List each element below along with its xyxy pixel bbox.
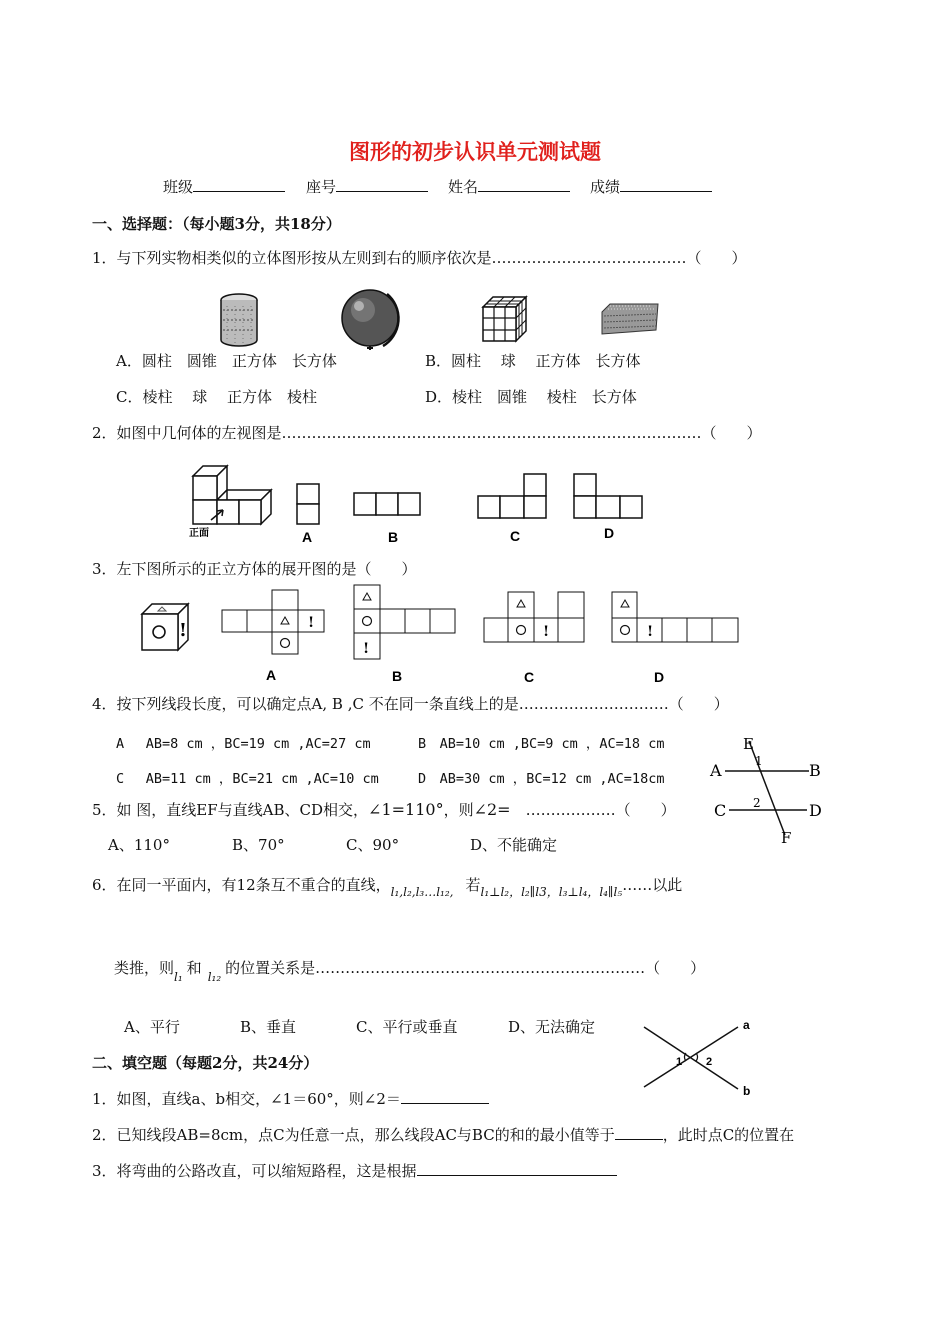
q6-option-d[interactable]: D、无法确定 [508,1018,596,1036]
q6-if: 若 [465,876,481,894]
score-field [590,176,712,197]
label-2: 2 [753,796,761,810]
q1-option-d[interactable]: D．棱柱 圆锥 棱柱 长方体 [425,388,637,406]
q2-option-c-figure[interactable] [476,472,551,547]
q1-option-c[interactable]: C．棱柱 球 正方体 棱柱 [116,388,318,406]
q6-lines: l₁,l₂,l₃…l₁₂, [390,885,454,899]
score-label: 成绩 [590,178,621,196]
q3-label-b: B [392,668,403,684]
q6-stem-text: 6．在同一平面内，有12条互不重合的直线， [92,876,391,894]
q4-option-a[interactable]: A AB=8 cm ，BC=19 cm ,AC=27 cm [116,736,371,752]
q1-stem: 1．与下列实物相类似的立体图形按从左则到右的顺序依次是…………………………………（ ） [92,249,747,267]
s2-q3 [92,1160,617,1181]
q2-label-b: B [388,529,399,545]
label-a: A [710,761,722,780]
q2-option-d-figure[interactable] [572,472,647,544]
q5-stem-mid: ，则 [443,801,474,819]
q3-option-b-net[interactable] [352,585,462,690]
q1-option-a[interactable]: A．圆柱 圆锥 正方体 长方体 [116,352,337,370]
q5-option-a[interactable]: A、110° [108,836,170,854]
cube-exclaim: ! [179,620,187,641]
q2-label-a: A [302,529,313,545]
q2-solid-figure [185,462,280,542]
net-d-exclaim: ! [647,624,654,640]
q4-stem: 4．按下列线段长度，可以确定点A, B ,C 不在同一条直线上的是…………………………（ ） [92,695,729,713]
q2-stem: 2．如图中几何体的左视图是…………………………………………………………………………（ ） [92,424,762,442]
q1-option-b[interactable]: B．圆柱 球 正方体 长方体 [425,352,641,370]
q3-label-a: A [266,667,277,683]
q3-option-d-net[interactable] [610,592,740,687]
q6-stem-line2 [114,957,706,984]
s2-q2 [92,1124,794,1145]
net-b-exclaim: ! [363,641,370,657]
q6-line2-prefix: 类推，则 [114,959,175,977]
label-angle-1: 1 [676,1056,683,1068]
q5-option-d[interactable]: D、不能确定 [470,836,558,854]
s2-q1-blank[interactable] [401,1089,489,1104]
q2-option-b-figure[interactable] [352,490,424,545]
q4-option-b[interactable]: B AB=10 cm ,BC=9 cm ，AC=18 cm [418,736,665,752]
class-blank[interactable] [193,177,285,192]
q5-stem [92,799,676,820]
class-field [163,176,285,197]
q6-stem [92,874,683,899]
q2-option-a-figure[interactable] [294,482,324,547]
seat-blank[interactable] [336,177,428,192]
q3-cube-figure [138,600,198,655]
q6-line2-suffix: 的位置关系是…………………………………………………………（ ） [225,959,706,977]
q5-option-c[interactable]: C、90° [346,836,400,854]
globe-image [337,288,407,352]
section1-heading: 一、选择题：（每小题3分，共18分） [92,215,341,233]
net-c-exclaim: ! [543,624,550,640]
q3-option-c-net[interactable] [482,592,592,687]
front-label: 正面 [189,528,209,539]
label-line-a: a [743,1018,750,1032]
q6-option-a[interactable]: A、平行 [124,1018,180,1036]
q6-conditions: l₁⊥l₂，l₂∥l3，l₃⊥l₄，l₄∥l₅ [480,885,623,899]
label-f: F [781,829,792,847]
s2-figure [640,1015,760,1098]
rubiks-cube-image [480,295,530,345]
q3-option-a-net[interactable] [220,590,330,690]
label-d: D [809,801,822,820]
q5-stem-prefix: 5．如 图，直线EF与直线AB、CD相交， [92,801,369,819]
s2-q2-text: 2．已知线段AB=8cm，点C为任意一点，那么线段AC与BC的和的最小值等于 [92,1126,615,1144]
q6-option-b[interactable]: B、垂直 [240,1018,297,1036]
q6-l1: l₁ [174,970,183,984]
label-angle-2: 2 [706,1056,713,1068]
q5-stem-suffix: ………………（ ） [510,801,676,819]
q3-stem: 3．左下图所示的正立方体的展开图的是（ ） [92,560,417,578]
section2-heading: 二、填空题（每题2分，共24分） [92,1054,319,1072]
q5-option-b[interactable]: B、70° [232,836,285,854]
q6-and: 和 [186,959,202,977]
net-a-exclaim: ! [308,615,315,631]
seat-field [306,176,428,197]
class-label: 班级 [163,178,194,196]
q4-option-c[interactable]: C AB=11 cm ，BC=21 cm ,AC=10 cm [116,771,379,787]
s2-q3-blank[interactable] [417,1161,617,1176]
q3-label-d: D [654,669,665,685]
cylinder-can-image [215,292,265,350]
q6-l12: l₁₂ [207,970,222,984]
brick-image [600,300,660,340]
s2-q1 [92,1088,489,1109]
name-field [448,176,570,197]
q5-angle1: ∠1=110° [368,800,444,819]
q6-option-c[interactable]: C、平行或垂直 [356,1018,458,1036]
name-label: 姓名 [448,178,479,196]
q4-option-d[interactable]: D AB=30 cm ，BC=12 cm ,AC=18cm [418,771,665,787]
s2-q2-blank[interactable] [615,1125,663,1140]
label-1: 1 [755,754,763,768]
label-c: C [714,801,727,820]
seat-label: 座号 [306,178,337,196]
page-title: 图形的初步认识单元测试题 [349,139,601,164]
q3-label-c: C [524,669,535,685]
q2-label-c: C [510,528,521,544]
s2-q2-tail: ，此时点C的位置在 [662,1126,795,1144]
q5-figure [705,735,835,850]
q2-label-d: D [604,525,615,541]
label-line-b: b [743,1084,751,1098]
label-e: E [743,735,754,753]
label-b: B [809,761,821,780]
score-blank[interactable] [620,177,712,192]
q6-tail: ……以此 [622,876,683,894]
q5-angle2: ∠2= [473,800,511,819]
name-blank[interactable] [478,177,570,192]
s2-q3-text: 3．将弯曲的公路改直，可以缩短路程，这是根据 [92,1162,417,1180]
s2-q1-text: 1．如图，直线a、b相交，∠1＝60°，则∠2＝ [92,1090,401,1108]
